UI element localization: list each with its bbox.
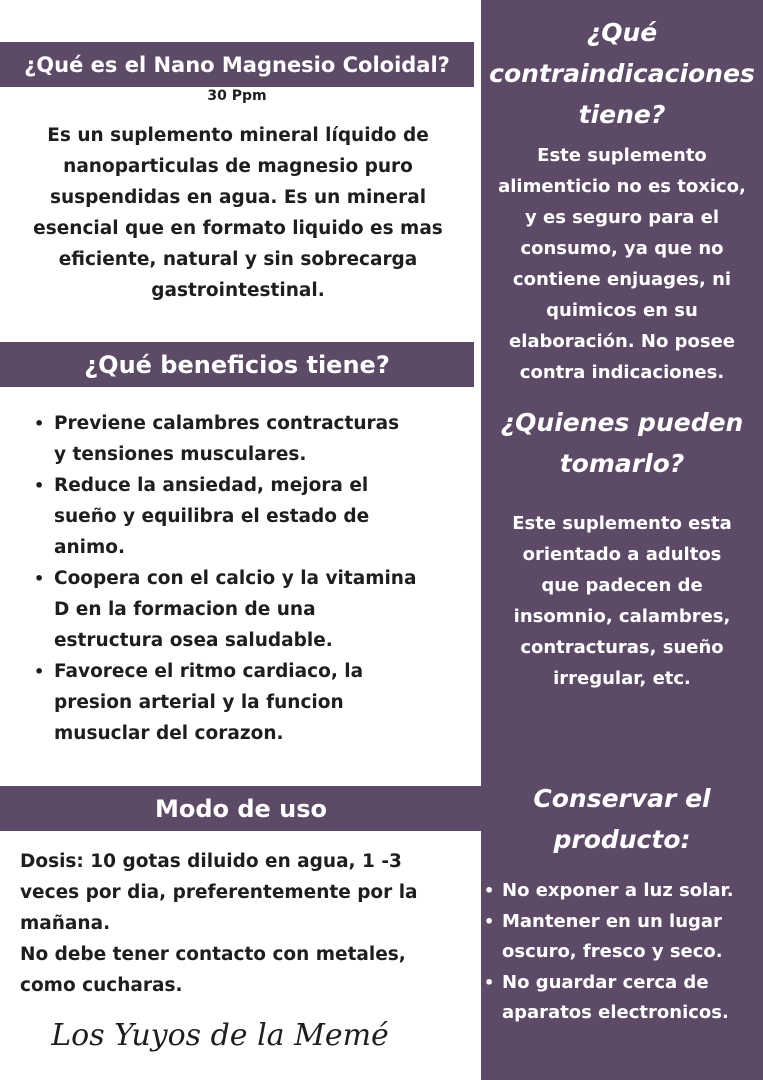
who-header: [481, 402, 763, 484]
usage-line: veces por dia, preferentemente por la: [20, 882, 418, 903]
contra-line: Este suplemento: [537, 145, 707, 166]
who-line: Este suplemento esta: [512, 513, 732, 534]
conserve-line: • Mantener en un lugar: [502, 910, 722, 932]
intro-line: suspendidas en agua. Es un mineral: [49, 187, 427, 208]
conserve-header-line: Conservar el: [533, 784, 711, 813]
usage-line: Dosis: 10 gotas diluido en agua, 1 -3: [20, 851, 402, 872]
benefit-item: [30, 563, 450, 656]
usage-header: [0, 786, 482, 831]
benefit-line: • Coopera con el calcio y la vitamina: [54, 568, 417, 589]
who-header-line: ¿Quienes pueden: [500, 408, 744, 437]
usage-paragraph: [20, 846, 465, 1001]
usage-line: No debe tener contacto con metales,: [20, 944, 406, 965]
conserve-header-line: producto:: [553, 825, 691, 854]
benefit-line: presion arterial y la funcion: [54, 692, 344, 713]
intro-line: eficiente, natural y sin sobrecarga: [58, 249, 418, 270]
benefit-item: [30, 470, 450, 563]
concentration-subtitle: 30 Ppm: [207, 88, 267, 104]
contra-line: quimicos en su: [546, 300, 698, 321]
contra-line: alimenticio no es toxico,: [498, 176, 746, 197]
contra-line: contra indicaciones.: [519, 362, 725, 383]
benefit-line: sueño y equilibra el estado de: [54, 506, 370, 527]
contra-header-line: ¿Qué: [586, 18, 658, 47]
contra-line: elaboración. No posee: [508, 331, 735, 352]
usage-line: mañana.: [20, 913, 111, 934]
who-line: orientado a adultos: [522, 544, 722, 565]
intro-header-text: ¿Qué es el Nano Magnesio Coloidal?: [24, 52, 450, 77]
intro-header: [0, 42, 474, 87]
contra-line: contiene enjuages, ni: [512, 269, 732, 290]
conserve-item: [484, 876, 760, 907]
contra-line: y es seguro para el: [524, 207, 720, 228]
intro-line: Es un suplemento mineral líquido de: [47, 125, 429, 146]
conserve-line: • No guardar cerca de: [502, 971, 709, 993]
intro-paragraph: [14, 120, 462, 306]
benefit-line: musuclar del corazon.: [54, 723, 284, 744]
conserve-header: [481, 778, 763, 860]
who-line: contracturas, sueño: [520, 637, 724, 658]
usage-line: como cucharas.: [20, 975, 183, 996]
usage-header-text: Modo de uso: [154, 794, 328, 823]
contra-header-line: tiene?: [578, 100, 666, 129]
contra-header-line: contraindicaciones: [489, 59, 755, 88]
conserve-line: aparatos electronicos.: [502, 1002, 729, 1023]
intro-line: esencial que en formato liquido es mas: [33, 218, 443, 239]
benefit-line: • Reduce la ansiedad, mejora el: [54, 475, 369, 496]
conserve-line: oscuro, fresco y seco.: [502, 941, 723, 962]
brand-signature: Los Yuyos de la Memé: [51, 1018, 389, 1053]
conserve-item: [484, 907, 760, 968]
benefit-line: animo.: [54, 537, 126, 558]
conserve-list: [484, 876, 760, 1029]
benefits-list: [30, 408, 450, 749]
contra-line: consumo, ya que no: [520, 238, 724, 259]
intro-line: nanoparticulas de magnesio puro: [63, 156, 413, 177]
who-header-line: tomarlo?: [559, 449, 685, 478]
who-text: [488, 508, 756, 694]
conserve-line: • No exponer a luz solar.: [502, 880, 734, 901]
intro-line: gastrointestinal.: [151, 280, 325, 301]
who-line: irregular, etc.: [553, 668, 691, 689]
benefit-line: D en la formacion de una: [54, 599, 316, 620]
contraindications-header: [481, 12, 763, 135]
contraindications-text: [488, 140, 756, 388]
benefits-header-text: ¿Qué beneficios tiene?: [84, 350, 390, 379]
benefit-line: estructura osea saludable.: [54, 630, 333, 651]
conserve-item: [484, 968, 760, 1029]
benefit-line: y tensiones musculares.: [54, 444, 307, 465]
benefit-item: [30, 408, 450, 470]
who-line: que padecen de: [541, 575, 703, 596]
benefit-line: • Previene calambres contracturas: [54, 413, 400, 434]
benefits-header: [0, 342, 474, 387]
who-line: insomnio, calambres,: [513, 606, 731, 627]
benefit-item: [30, 656, 450, 749]
benefit-line: • Favorece el ritmo cardiaco, la: [54, 661, 364, 682]
